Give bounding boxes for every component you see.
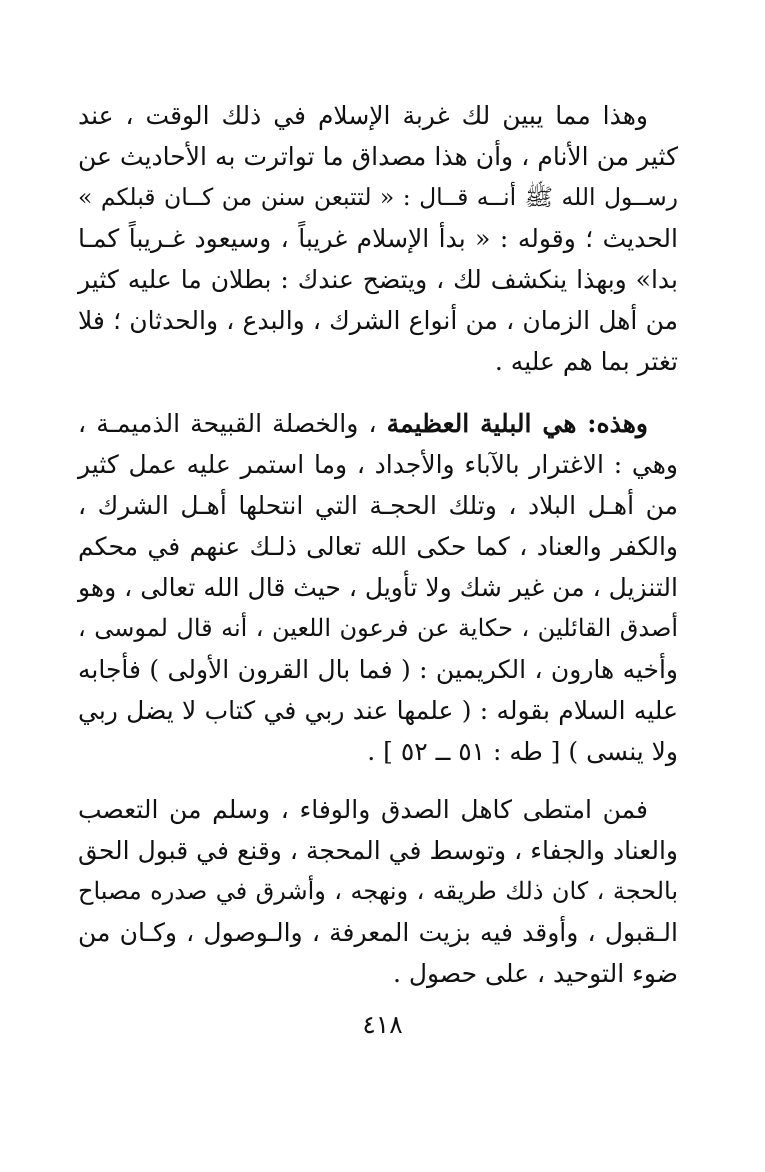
- paragraph-line: وأخيه هارون ، الكريمين : ( فما بال القرون الأولى ) فأجابه: [78, 655, 678, 684]
- paragraph-line: الـقبول ، وأوقد فيه بزيت المعرفة ، والـوصول ، وكـان من: [78, 918, 678, 947]
- paragraph-line: التنزيل ، من غير شك ولا تأويل ، حيث قال الله تعالى ، وهو: [78, 573, 678, 602]
- page-number: ٤١٨: [362, 1010, 403, 1039]
- bold-lead-phrase: وهذه: هي البلية العظيمة: [386, 409, 648, 438]
- paragraph-line: من أهل الزمان ، من أنواع الشرك ، والبدع ، والحدثان ؛ فلا: [78, 306, 678, 335]
- paragraph-line: عليه السلام بقوله : ( علمها عند ربي في كتاب لا يضل ربي: [78, 696, 678, 725]
- paragraph-line: بدا» وبهذا ينكشف لك ، ويتضح عندك : بطلان ما عليه كثير: [78, 265, 678, 294]
- paragraph-line: من أهـل البلاد ، وتلك الحجـة التي انتحلها أهـل الشرك ،: [78, 491, 678, 520]
- paragraph-3: [78, 789, 678, 994]
- paragraph-line: بالحجة ، كان ذلك طريقه ، ونهجه ، وأشرق في صدره مصباح: [78, 877, 679, 905]
- paragraph-line: [78, 403, 678, 444]
- paragraph-line: تغتر بما هم عليه .: [494, 347, 678, 376]
- paragraph-line: ولا ينسى ) [ طه : ٥١ ــ ٥٢ ] .: [367, 737, 678, 766]
- paragraph-line-rest: ، والخصلة القبيحة الذميمـة ،: [78, 409, 387, 438]
- paragraph-line: فمن امتطى كاهل الصدق والوفاء ، وسلم من التعصب: [78, 795, 648, 824]
- paragraph-line: وهذا مما يبين لك غربة الإسلام في ذلك الوقت ، عند: [78, 101, 648, 130]
- paragraph-line: كثير من الأنام ، وأن هذا مصداق ما تواترت به الأحاديث عن: [78, 142, 678, 171]
- paragraph-line: رســول الله ﷺ أنــه قــال : « لتتبعن سنن من كــان قبلكم »: [78, 183, 678, 211]
- paragraph-1: [78, 95, 678, 382]
- paragraph-line: وهي : الاغترار بالآباء والأجداد ، وما استمر عليه عمل كثير: [78, 450, 678, 479]
- paragraph-line: والكفر والعناد ، كما حكى الله تعالى ذلـك عنهم في محكم: [78, 532, 678, 561]
- paragraph-line: الحديث ؛ وقوله : « بدأ الإسلام غريباً ، وسيعود غـريباً كمـا: [78, 224, 678, 253]
- paragraph-line: أصدق القائلين ، حكاية عن فرعون اللعين ، أنه قال لموسى ،: [78, 614, 678, 642]
- paragraph-2: [78, 403, 678, 772]
- paragraph-line: والعناد والجفاء ، وتوسط في المحجة ، وقنع في قبول الحق: [78, 836, 678, 865]
- paragraph-line: ضوء التوحيد ، على حصول .: [392, 959, 678, 988]
